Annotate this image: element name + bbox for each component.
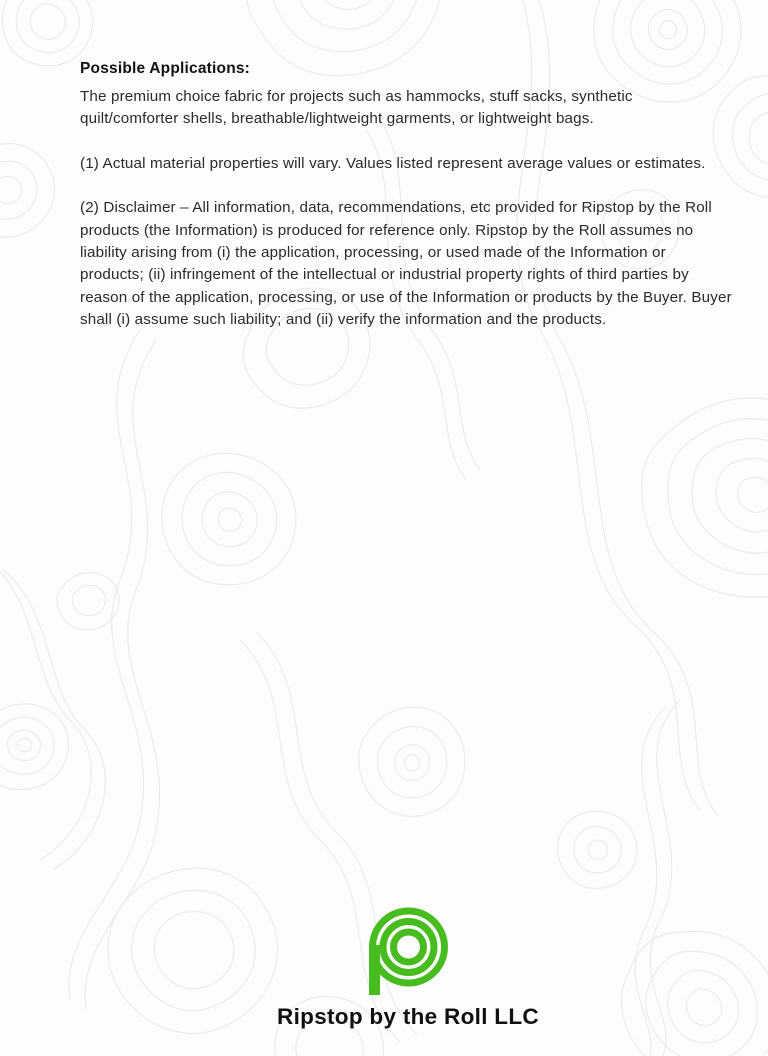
- brand-footer: [80, 907, 736, 1030]
- ripstop-concentric-p-logo-icon: [366, 907, 451, 995]
- page-content: [80, 60, 732, 332]
- company-name: Ripstop by the Roll LLC: [277, 1004, 539, 1029]
- possible-applications-heading: Possible Applications:: [80, 60, 251, 77]
- intro-paragraph: The premium choice fabric for projects such as hammocks, stuff sacks, synthetic quilt/comforter shells, breathable/lightweight garments, or lightweight bags.: [80, 88, 633, 128]
- note-actual-properties: (1) Actual material properties will vary. Values listed represent average values or estimates.: [80, 154, 706, 172]
- disclaimer-paragraph: (2) Disclaimer – All information, data, recommendations, etc provided for Ripstop by the Roll products (the Information) is produced for reference only. Ripstop by the Roll assumes no liability arising from (i) the application, processing, or used made of the Information or products; (ii) infringement of the intellectual or industrial property rights of third parties by reason of the application, processing, or use of the Information or products by the Buyer. Buyer shall (i) assume such liability; and (ii) verify the information and the products.: [80, 199, 732, 329]
